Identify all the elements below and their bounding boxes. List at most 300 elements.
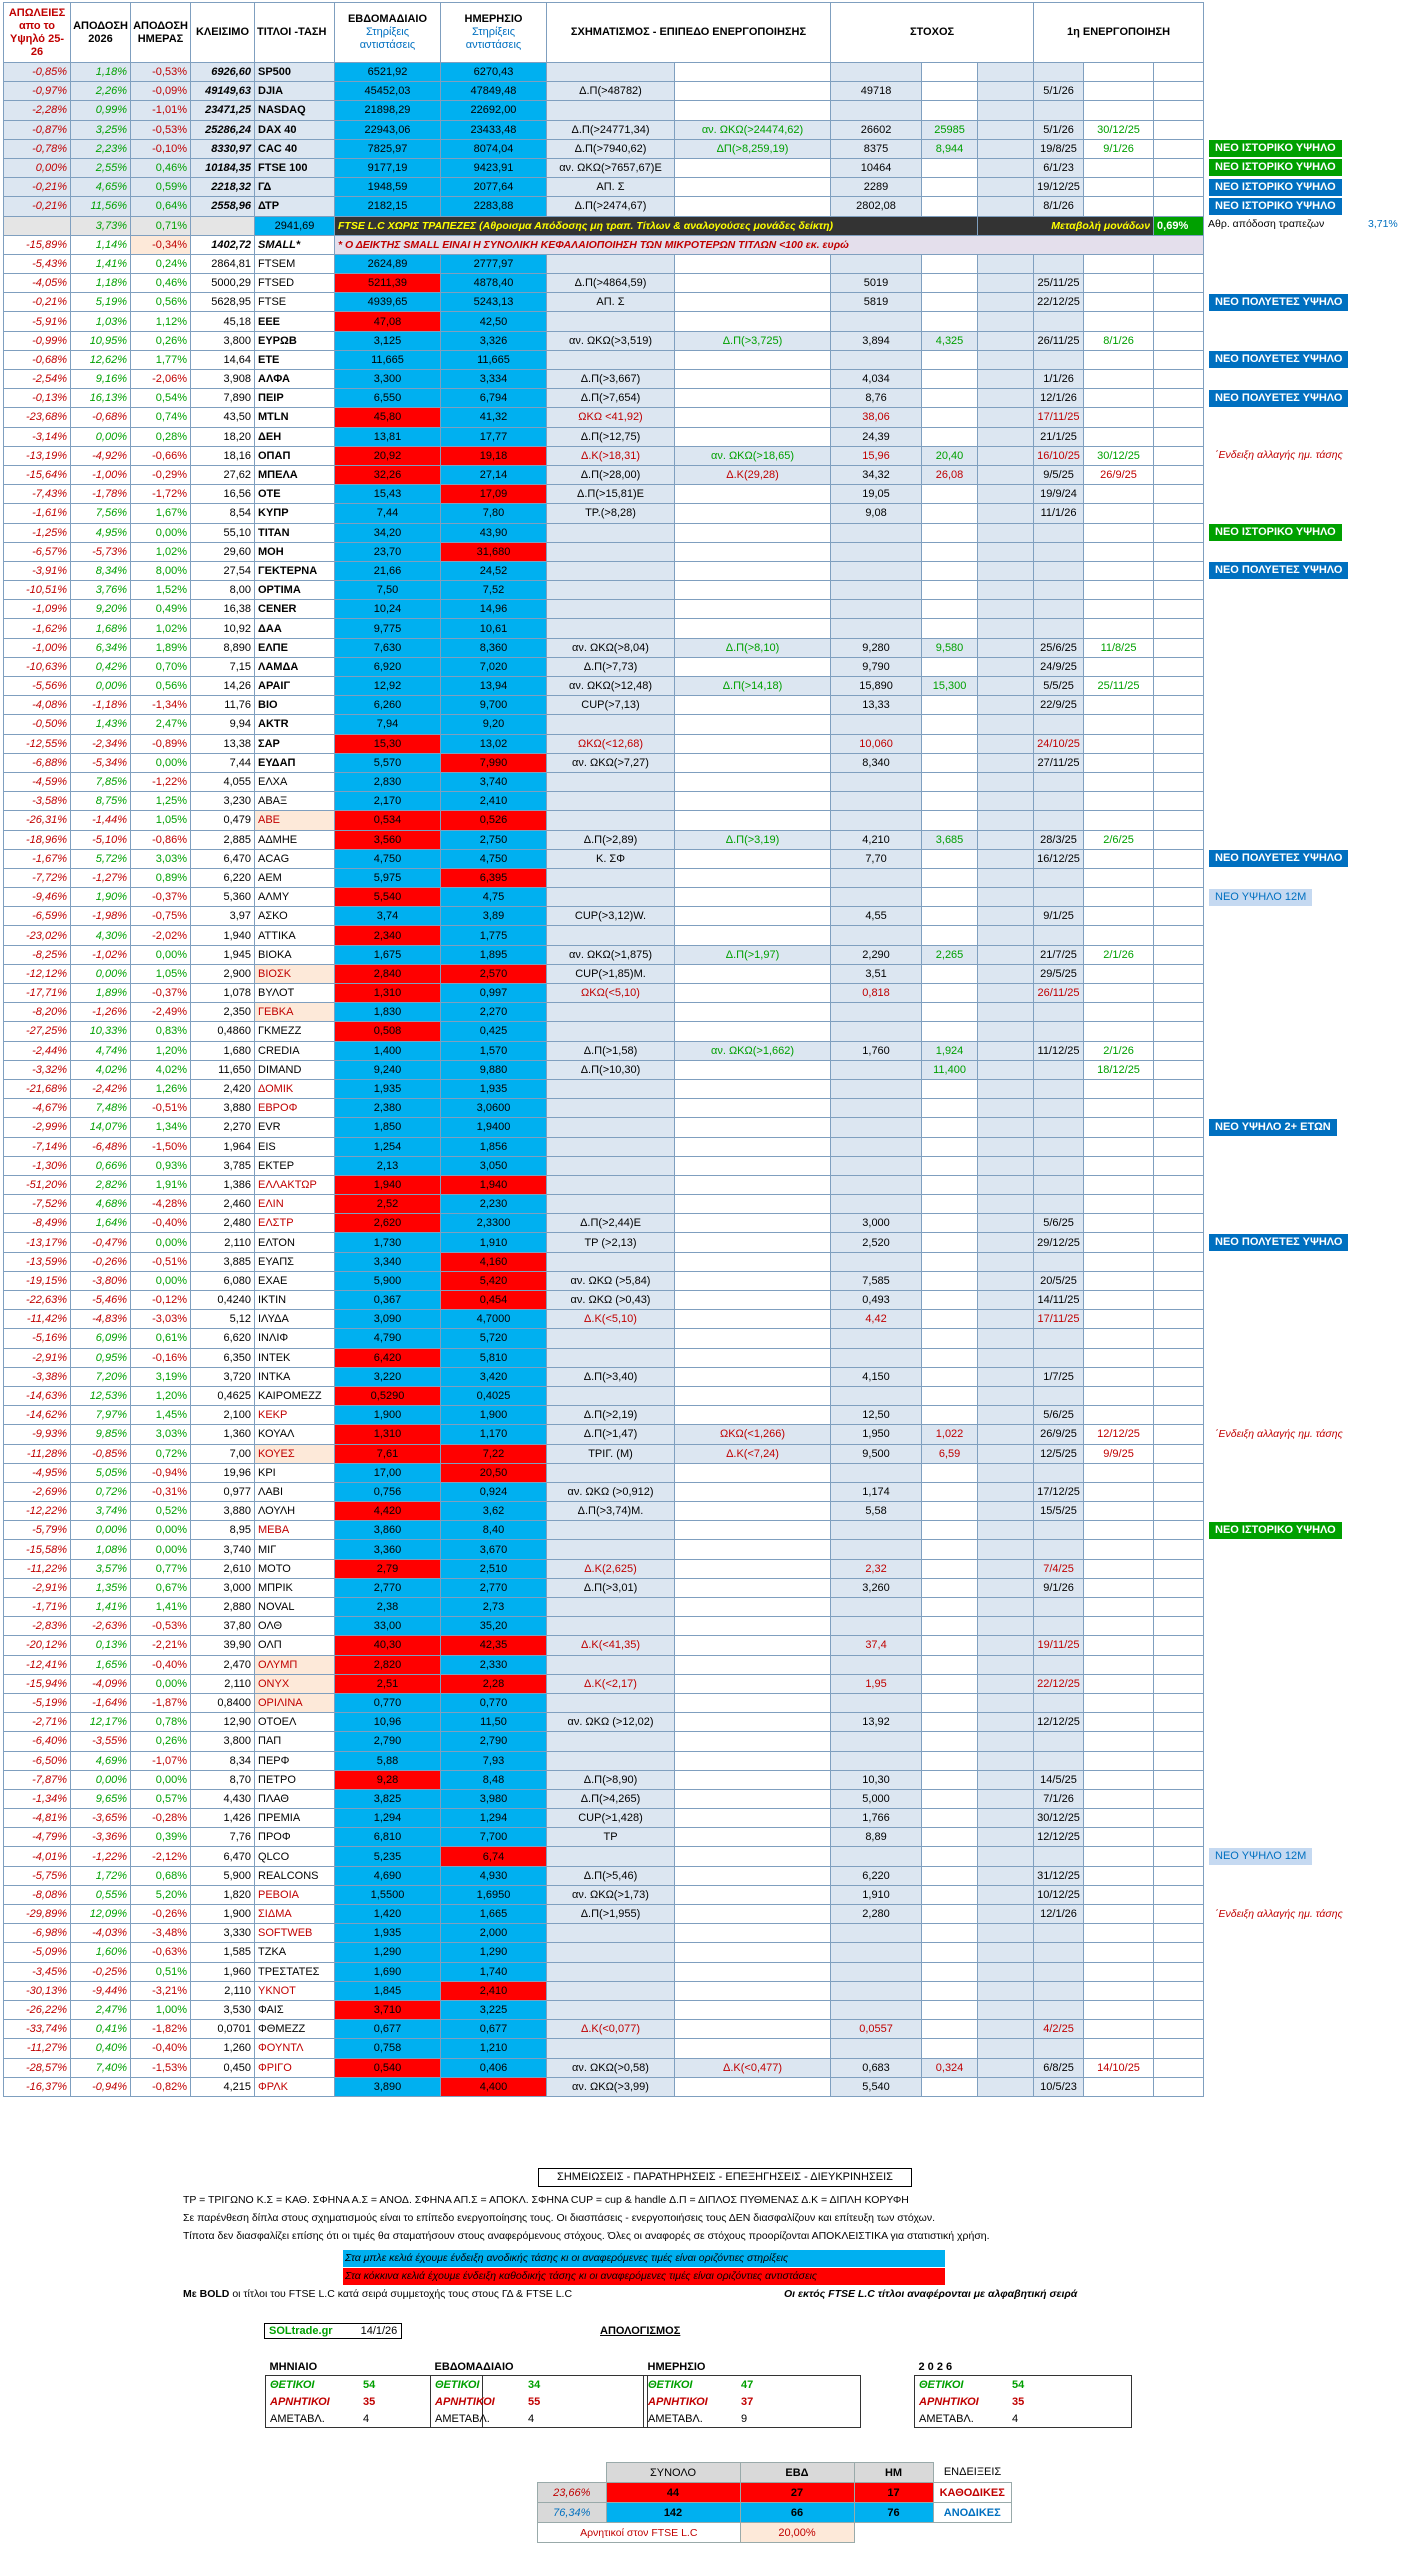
daily-level-cell: 1,294 — [441, 1809, 547, 1828]
ticker-cell: FTSEM — [255, 254, 335, 273]
activation-date-cell — [1034, 772, 1084, 791]
ticker-cell: ΟΛΥΜΠ — [255, 1655, 335, 1674]
pattern-cell — [547, 561, 675, 580]
stock-levels-table — [3, 2, 1204, 2097]
day-change-cell: 0,59% — [131, 178, 191, 197]
ytd-cell: 0,95% — [71, 1348, 131, 1367]
day-change-cell: 1,91% — [131, 1175, 191, 1194]
pattern-cell — [547, 811, 675, 830]
spacer-cell — [1154, 734, 1204, 753]
day-change-cell: 0,83% — [131, 1022, 191, 1041]
weekly-level-cell: 13,81 — [335, 427, 441, 446]
daily-level-cell: 22692,00 — [441, 101, 547, 120]
pattern-cell: Δ.Π(>8,90) — [547, 1770, 675, 1789]
totals-header-row — [538, 2463, 1012, 2483]
daily-level-cell: 4,75 — [441, 888, 547, 907]
close-cell: 2864,81 — [191, 254, 255, 273]
target2-cell — [922, 753, 978, 772]
ticker-cell: ΚΟΥΑΛ — [255, 1425, 335, 1444]
target-cell — [831, 1118, 922, 1137]
table-row — [4, 1962, 1204, 1981]
spacer-cell — [1154, 1233, 1204, 1252]
day-change-cell: -0,53% — [131, 120, 191, 139]
ytd-cell: 0,72% — [71, 1482, 131, 1501]
activation-date2-cell: 11/8/25 — [1084, 638, 1154, 657]
ytd-cell: 1,43% — [71, 715, 131, 734]
pattern-cell — [547, 1348, 675, 1367]
legend-bold-word: Με BOLD — [183, 2288, 230, 2300]
table-row — [4, 312, 1204, 331]
spacer-cell — [978, 1022, 1034, 1041]
ticker-cell: ΚΕΚΡ — [255, 1406, 335, 1425]
summary-value: 54 — [359, 2376, 483, 2394]
table-row — [4, 1885, 1204, 1904]
pattern2-cell — [675, 868, 831, 887]
spacer-cell — [1154, 1559, 1204, 1578]
activation-date-cell — [1034, 1118, 1084, 1137]
ytd-cell: 1,89% — [71, 984, 131, 1003]
target2-cell — [922, 792, 978, 811]
ticker-cell: ΕΒΡΟΦ — [255, 1099, 335, 1118]
close-cell: 8,95 — [191, 1521, 255, 1540]
daily-level-cell: 2,770 — [441, 1578, 547, 1597]
target-cell: 0,0557 — [831, 2020, 922, 2039]
pattern-cell — [547, 772, 675, 791]
activation-date-cell: 17/11/25 — [1034, 1310, 1084, 1329]
target2-cell — [922, 1636, 978, 1655]
side-note: ΝΕΟ ΥΨΗΛΟ 2+ ΕΤΩΝ — [1209, 1119, 1337, 1136]
target2-cell — [922, 1271, 978, 1290]
ticker-cell: ΕΥΡΩΒ — [255, 331, 335, 350]
target2-cell — [922, 772, 978, 791]
summary-label: ΘΕΤΙΚΟΙ — [644, 2376, 738, 2394]
loss-cell: -2,99% — [4, 1118, 71, 1137]
spacer-cell — [978, 197, 1034, 216]
daily-level-cell: 1,170 — [441, 1425, 547, 1444]
spacer-cell — [978, 331, 1034, 350]
pattern-cell: Δ.Π(>1,955) — [547, 1905, 675, 1924]
table-row — [4, 158, 1204, 177]
spacer-cell — [978, 1885, 1034, 1904]
activation-date2-cell — [1084, 1482, 1154, 1501]
ytd-cell: 1,64% — [71, 1214, 131, 1233]
activation-date2-cell — [1084, 1406, 1154, 1425]
ticker-cell: ΕΧΑΕ — [255, 1271, 335, 1290]
pattern-cell: Δ.Κ(>18,31) — [547, 446, 675, 465]
weekly-level-cell: 21,66 — [335, 561, 441, 580]
close-cell: 8330,97 — [191, 139, 255, 158]
weekly-level-cell: 45,80 — [335, 408, 441, 427]
target-cell: 8,76 — [831, 389, 922, 408]
daily-level-cell: 5,420 — [441, 1271, 547, 1290]
activation-date2-cell — [1084, 427, 1154, 446]
table-row — [4, 1444, 1204, 1463]
summary-heading: ΕΒΔΟΜΑΔΙΑΙΟ — [431, 2358, 648, 2376]
activation-date-cell: 26/11/25 — [1034, 331, 1084, 350]
spacer-cell — [1154, 120, 1204, 139]
pattern2-cell — [675, 1482, 831, 1501]
pattern2-cell: αν. ΩΚΩ(>18,65) — [675, 446, 831, 465]
totals-h-weekly: ΕΒΔ — [740, 2463, 854, 2483]
activation-date-cell — [1034, 1655, 1084, 1674]
target-cell: 3,894 — [831, 331, 922, 350]
day-change-cell: 2,47% — [131, 715, 191, 734]
ytd-cell: 4,65% — [71, 178, 131, 197]
spacer-cell — [1154, 274, 1204, 293]
pattern-cell — [547, 254, 675, 273]
close-cell: 0,4860 — [191, 1022, 255, 1041]
ytd-cell: -5,46% — [71, 1291, 131, 1310]
weekly-level-cell: 23,70 — [335, 542, 441, 561]
target2-cell: 3,685 — [922, 830, 978, 849]
target-cell: 0,493 — [831, 1291, 922, 1310]
close-cell: 29,60 — [191, 542, 255, 561]
ticker-cell: ΠΡΕΜΙΑ — [255, 1809, 335, 1828]
summary-row — [915, 2376, 1132, 2394]
activation-date2-cell: 12/12/25 — [1084, 1425, 1154, 1444]
spacer-cell — [1154, 1502, 1204, 1521]
close-cell: 10,92 — [191, 619, 255, 638]
daily-level-cell: 17,77 — [441, 427, 547, 446]
activation-date-cell — [1034, 581, 1084, 600]
day-change-cell: 0,00% — [131, 1674, 191, 1693]
target-cell: 15,96 — [831, 446, 922, 465]
ticker-cell: ΦΟΥΝΤΛ — [255, 2039, 335, 2058]
pattern2-cell — [675, 1233, 831, 1252]
target-cell: 6,220 — [831, 1866, 922, 1885]
ftse-change-label: Μεταβολή μονάδων — [978, 216, 1154, 235]
ytd-cell: -0,94% — [71, 2077, 131, 2096]
spacer-cell — [1154, 1674, 1204, 1693]
target-cell: 4,42 — [831, 1310, 922, 1329]
pattern2-cell — [675, 427, 831, 446]
pattern-cell — [547, 1175, 675, 1194]
loss-cell: -5,09% — [4, 1943, 71, 1962]
daily-level-cell: 9,20 — [441, 715, 547, 734]
target2-cell — [922, 1214, 978, 1233]
ticker-cell: FTSED — [255, 274, 335, 293]
activation-date2-cell — [1084, 178, 1154, 197]
target-cell — [831, 1156, 922, 1175]
pattern-cell — [547, 1655, 675, 1674]
table-row — [4, 964, 1204, 983]
loss-cell: -8,20% — [4, 1003, 71, 1022]
target2-cell — [922, 581, 978, 600]
daily-level-cell: 1,9400 — [441, 1118, 547, 1137]
spacer-cell — [978, 1502, 1034, 1521]
loss-cell: -5,56% — [4, 677, 71, 696]
loss-cell: -13,19% — [4, 446, 71, 465]
ticker-cell: CREDIA — [255, 1041, 335, 1060]
ytd-cell: 9,20% — [71, 600, 131, 619]
activation-date2-cell — [1084, 715, 1154, 734]
daily-level-cell: 7,990 — [441, 753, 547, 772]
ticker-cell: SOFTWEB — [255, 1924, 335, 1943]
loss-cell: -7,72% — [4, 868, 71, 887]
pattern-cell: Δ.Π(>10,30) — [547, 1060, 675, 1079]
ytd-cell: 0,13% — [71, 1636, 131, 1655]
ticker-cell: ΚΥΠΡ — [255, 504, 335, 523]
day-change-cell: -3,21% — [131, 1981, 191, 2000]
pattern-cell — [547, 1847, 675, 1866]
pattern2-cell — [675, 197, 831, 216]
summary-label: ΘΕΤΙΚΟΙ — [266, 2376, 360, 2394]
pattern2-cell — [675, 2039, 831, 2058]
ticker-cell: ΔΑΑ — [255, 619, 335, 638]
daily-level-cell: 3,980 — [441, 1789, 547, 1808]
table-row — [4, 696, 1204, 715]
spacer-cell — [978, 1118, 1034, 1137]
close-cell: 25286,24 — [191, 120, 255, 139]
pattern2-cell — [675, 1003, 831, 1022]
target-cell: 13,92 — [831, 1713, 922, 1732]
target2-cell — [922, 811, 978, 830]
ytd-cell: 1,72% — [71, 1866, 131, 1885]
side-note: ΝΕΟ ΙΣΤΟΡΙΚΟ ΥΨΗΛΟ — [1209, 179, 1342, 196]
daily-level-cell: 1,940 — [441, 1175, 547, 1194]
table-row — [4, 178, 1204, 197]
daily-level-cell: 8,48 — [441, 1770, 547, 1789]
side-note: ΝΕΟ ΙΣΤΟΡΙΚΟ ΥΨΗΛΟ — [1209, 140, 1342, 157]
pattern-cell: αν. ΩΚΩ (>0,912) — [547, 1482, 675, 1501]
table-row — [4, 1617, 1204, 1636]
pattern2-cell — [675, 1175, 831, 1194]
activation-date-cell: 12/1/26 — [1034, 389, 1084, 408]
activation-date-cell: 12/1/26 — [1034, 1905, 1084, 1924]
table-row — [4, 1310, 1204, 1329]
ytd-cell: 9,85% — [71, 1425, 131, 1444]
table-row — [4, 504, 1204, 523]
close-cell: 18,20 — [191, 427, 255, 446]
spacer-cell — [1154, 312, 1204, 331]
target-cell: 15,890 — [831, 677, 922, 696]
spacer-cell — [978, 1425, 1034, 1444]
day-change-cell: -0,16% — [131, 1348, 191, 1367]
ticker-cell: ΙΝΛΙΦ — [255, 1329, 335, 1348]
ytd-cell: 0,40% — [71, 2039, 131, 2058]
summary-label: ΘΕΤΙΚΟΙ — [431, 2376, 525, 2394]
ticker-cell: ΠΕΡΦ — [255, 1751, 335, 1770]
target2-cell — [922, 1674, 978, 1693]
target2-cell — [922, 734, 978, 753]
weekly-level-cell: 6,810 — [335, 1828, 441, 1847]
pattern-cell: αν. ΩΚΩ(>7,27) — [547, 753, 675, 772]
daily-level-cell: 11,50 — [441, 1713, 547, 1732]
spacer-cell — [1154, 350, 1204, 369]
day-change-cell: 5,20% — [131, 1885, 191, 1904]
ytd-cell: 9,65% — [71, 1789, 131, 1808]
target2-cell — [922, 1559, 978, 1578]
pattern-cell — [547, 1195, 675, 1214]
close-cell: 2,900 — [191, 964, 255, 983]
loss-cell: -6,57% — [4, 542, 71, 561]
table-row — [4, 1003, 1204, 1022]
activation-date2-cell — [1084, 1828, 1154, 1847]
target2-cell — [922, 274, 978, 293]
loss-cell: -4,08% — [4, 696, 71, 715]
ytd-cell: -4,83% — [71, 1310, 131, 1329]
side-note: ΄Ενδειξη αλλαγής ημ. τάσης — [1215, 1427, 1343, 1440]
day-change-cell: 0,54% — [131, 389, 191, 408]
day-change-cell: -0,53% — [131, 1617, 191, 1636]
weekly-level-cell: 1,675 — [335, 945, 441, 964]
target-cell: 5819 — [831, 293, 922, 312]
spacer-cell — [1154, 1770, 1204, 1789]
loss-cell: -7,52% — [4, 1195, 71, 1214]
activation-date2-cell: 26/9/25 — [1084, 465, 1154, 484]
pattern-cell — [547, 868, 675, 887]
pattern-cell: Δ.Κ(<41,35) — [547, 1636, 675, 1655]
activation-date2-cell — [1084, 1789, 1154, 1808]
loss-cell: -7,14% — [4, 1137, 71, 1156]
legend-note-line-2: Τίποτα δεν διασφαλίζει επίσης ότι οι τιμές θα σταματήσουν στους αναφερόμενους στόχους. Όλες οι αναφορές σε στόχους προορίζονται ΑΠΟΚΛΕΙΣΤΙΚΑ για στατιστική χρήση. — [183, 2230, 990, 2242]
day-change-cell: 0,57% — [131, 1789, 191, 1808]
spacer-cell — [1154, 101, 1204, 120]
spacer-cell — [1154, 811, 1204, 830]
activation-date2-cell — [1084, 1003, 1154, 1022]
target2-cell — [922, 1847, 978, 1866]
ticker-cell: ΜΟΤΟ — [255, 1559, 335, 1578]
ytd-cell: 5,19% — [71, 293, 131, 312]
target2-cell — [922, 1482, 978, 1501]
daily-level-cell: 3,62 — [441, 1502, 547, 1521]
weekly-level-cell: 2,820 — [335, 1655, 441, 1674]
close-cell: 6926,60 — [191, 63, 255, 82]
header-day: ΑΠΟΔΟΣΗ ΗΜΕΡΑΣ — [131, 3, 191, 63]
activation-date-cell — [1034, 1137, 1084, 1156]
spacer-cell — [978, 1943, 1034, 1962]
spacer-cell — [978, 1674, 1034, 1693]
spacer-cell — [978, 811, 1034, 830]
ticker-cell: ΒΙΟΣΚ — [255, 964, 335, 983]
bank-return-value: 3,71% — [1368, 218, 1398, 230]
table-row — [4, 2000, 1204, 2019]
ticker-cell: ΟΝΥΧ — [255, 1674, 335, 1693]
pattern2-cell — [675, 1693, 831, 1712]
activation-date2-cell — [1084, 1981, 1154, 2000]
summary-value: 47 — [737, 2376, 861, 2394]
ytd-cell: 2,55% — [71, 158, 131, 177]
table-row — [4, 350, 1204, 369]
activation-date2-cell — [1084, 312, 1154, 331]
close-cell: 0,977 — [191, 1482, 255, 1501]
day-change-cell: 0,56% — [131, 293, 191, 312]
target2-cell — [922, 561, 978, 580]
target-cell — [831, 1175, 922, 1194]
daily-level-cell: 1,570 — [441, 1041, 547, 1060]
spacer-cell — [1154, 581, 1204, 600]
ticker-cell: ΔΟΜΙΚ — [255, 1079, 335, 1098]
activation-date2-cell — [1084, 1252, 1154, 1271]
loss-cell: -1,67% — [4, 849, 71, 868]
activation-date2-cell — [1084, 158, 1154, 177]
activation-date2-cell — [1084, 1655, 1154, 1674]
close-cell: 6,470 — [191, 1847, 255, 1866]
close-cell: 14,26 — [191, 677, 255, 696]
daily-level-cell: 19,18 — [441, 446, 547, 465]
spacer-cell — [978, 1598, 1034, 1617]
daily-level-cell: 0,677 — [441, 2020, 547, 2039]
pattern2-cell — [675, 1636, 831, 1655]
daily-level-cell: 4,7000 — [441, 1310, 547, 1329]
close-cell: 7,890 — [191, 389, 255, 408]
pattern-cell — [547, 792, 675, 811]
ticker-cell: ΟΛΠ — [255, 1636, 335, 1655]
activation-date-cell: 19/9/24 — [1034, 485, 1084, 504]
table-row — [4, 1732, 1204, 1751]
activation-date2-cell — [1084, 734, 1154, 753]
side-note: ΝΕΟ ΙΣΤΟΡΙΚΟ ΥΨΗΛΟ — [1209, 524, 1342, 541]
target-cell — [831, 1847, 922, 1866]
pattern2-cell — [675, 734, 831, 753]
close-cell: 6,470 — [191, 849, 255, 868]
daily-level-cell: 0,924 — [441, 1482, 547, 1501]
target2-cell: 1,924 — [922, 1041, 978, 1060]
daily-level-cell: 2777,97 — [441, 254, 547, 273]
target2-cell — [922, 254, 978, 273]
activation-date2-cell — [1084, 293, 1154, 312]
weekly-level-cell: 1,940 — [335, 1175, 441, 1194]
spacer-cell — [978, 274, 1034, 293]
close-cell: 7,44 — [191, 753, 255, 772]
target-cell: 9,500 — [831, 1444, 922, 1463]
activation-date-cell — [1034, 1329, 1084, 1348]
target-cell — [831, 1962, 922, 1981]
bank-return-label: Αθρ. απόδοση τραπεζων — [1208, 218, 1325, 230]
spacer-cell — [191, 216, 255, 235]
ticker-cell: ΕΛΧΑ — [255, 772, 335, 791]
pattern2-cell — [675, 1866, 831, 1885]
target2-cell — [922, 178, 978, 197]
pattern2-cell — [675, 1905, 831, 1924]
pattern2-cell: Δ.Π(>8,10) — [675, 638, 831, 657]
activation-date2-cell: 18/12/25 — [1084, 1060, 1154, 1079]
target-cell: 10,30 — [831, 1770, 922, 1789]
activation-date-cell: 22/12/25 — [1034, 1674, 1084, 1693]
close-cell: 3,880 — [191, 1099, 255, 1118]
ytd-cell: 7,20% — [71, 1367, 131, 1386]
header-activation: 1η ΕΝΕΡΓΟΠΟΙΗΣΗ — [1034, 3, 1204, 63]
pattern2-cell — [675, 350, 831, 369]
close-cell: 1,940 — [191, 926, 255, 945]
target-cell — [831, 772, 922, 791]
target-cell — [831, 1137, 922, 1156]
spacer-cell — [978, 485, 1034, 504]
legend-abbrev-line: ΤΡ = ΤΡΙΓΩΝΟ Κ.Σ = ΚΑΘ. ΣΦΗΝΑ Α.Σ = ΑΝΟΔ. ΣΦΗΝΑ ΑΠ.Σ = ΑΠΟΚΛ. ΣΦΗΝΑ CUP = cup & handle Δ.Π = ΔΙΠΛΟΣ ΠΥΘΜΕΝΑΣ Δ.Κ = ΔΙΠΛΗ ΚΟΡΥΦΗ — [183, 2194, 909, 2206]
spacer-cell — [1154, 389, 1204, 408]
spacer-cell — [1154, 1713, 1204, 1732]
loss-cell: -1,09% — [4, 600, 71, 619]
target2-cell — [922, 1022, 978, 1041]
ticker-cell: ΒΙΟ — [255, 696, 335, 715]
ytd-cell: 4,02% — [71, 1060, 131, 1079]
day-change-cell: 0,56% — [131, 677, 191, 696]
spacer-cell — [1154, 619, 1204, 638]
pattern2-cell — [675, 1770, 831, 1789]
loss-cell: -12,12% — [4, 964, 71, 983]
loss-cell: -2,69% — [4, 1482, 71, 1501]
spacer-cell — [1154, 657, 1204, 676]
pattern-cell — [547, 619, 675, 638]
pattern2-cell — [675, 1060, 831, 1079]
day-change-cell: -0,51% — [131, 1099, 191, 1118]
table-row — [4, 1751, 1204, 1770]
ticker-cell: ΑΛΜΥ — [255, 888, 335, 907]
ytd-cell: -6,48% — [71, 1137, 131, 1156]
target2-cell — [922, 1195, 978, 1214]
daily-level-cell: 2,570 — [441, 964, 547, 983]
spacer-cell — [1154, 2077, 1204, 2096]
